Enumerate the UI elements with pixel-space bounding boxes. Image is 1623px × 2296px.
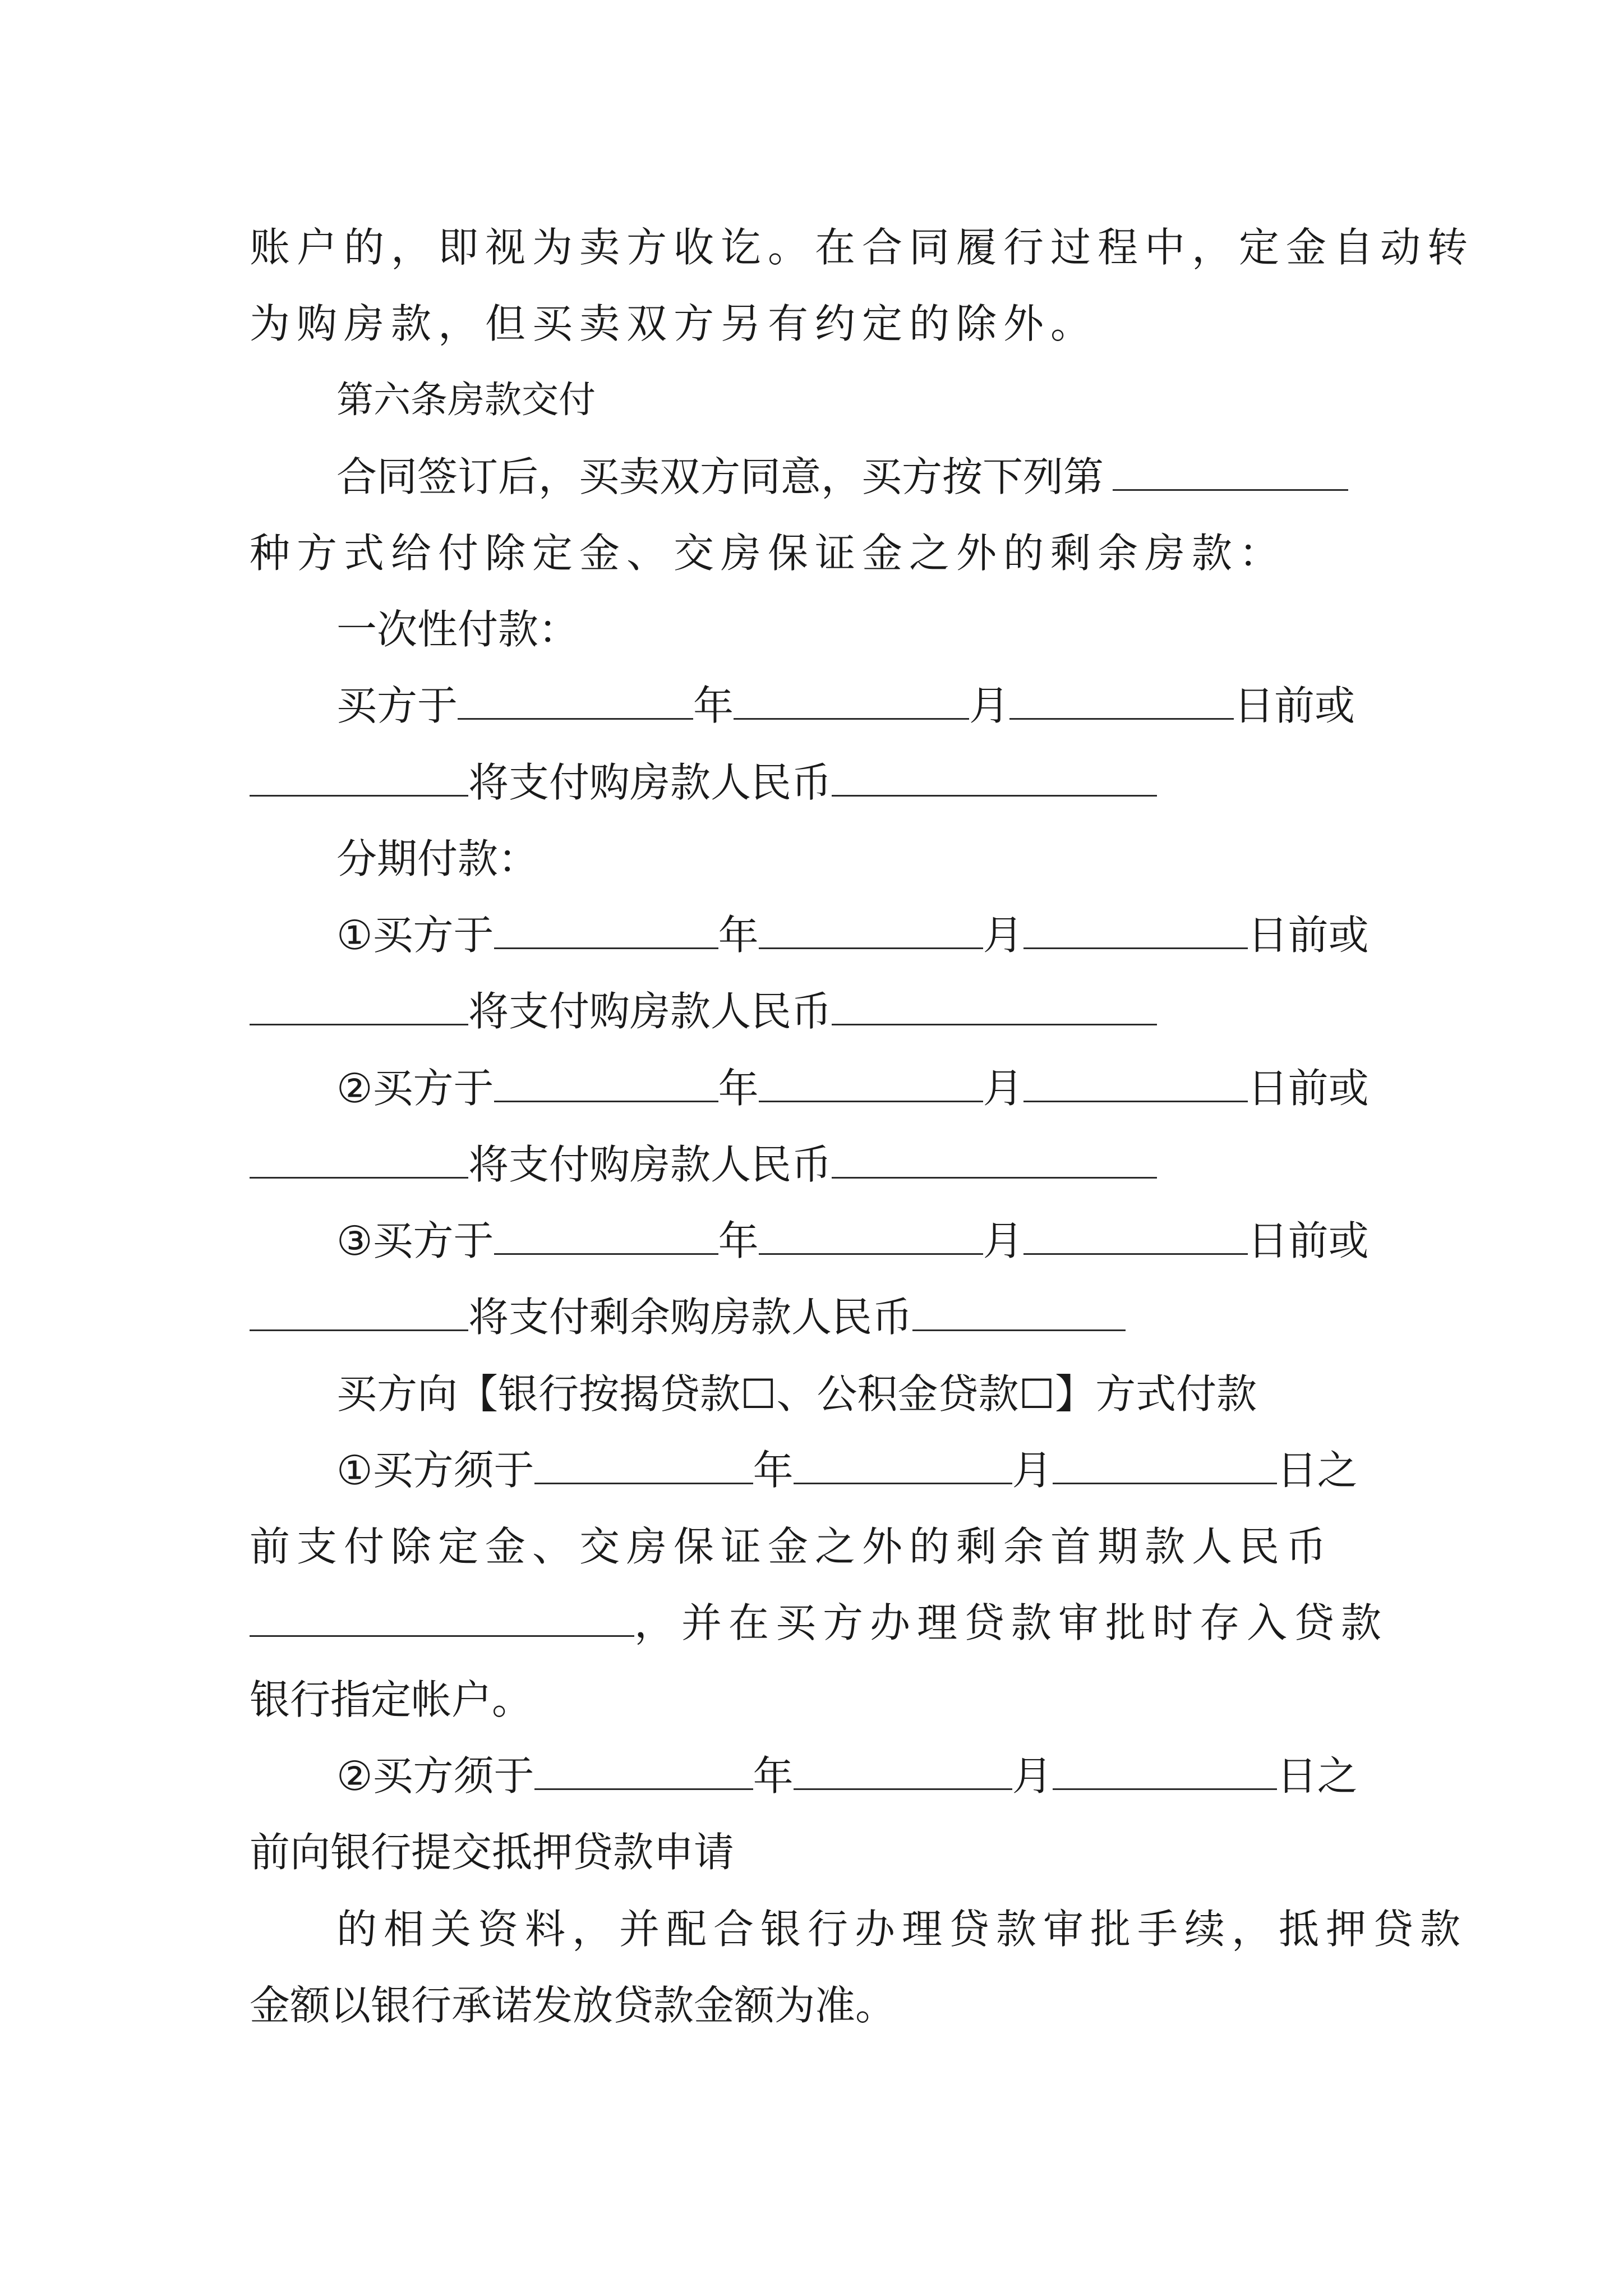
date-blank[interactable] — [250, 988, 468, 1025]
month-blank[interactable] — [794, 1752, 1012, 1790]
day-blank[interactable] — [1023, 912, 1248, 949]
subheading: 分期付款： — [336, 835, 539, 882]
day-blank[interactable] — [1023, 1065, 1248, 1102]
paragraph-line: 的相关资料，并配合银行办理贷款审批手续，抵押贷款 — [336, 1906, 1468, 1953]
date-line: 买方于 年 月 日前或 — [336, 682, 1355, 729]
year-blank[interactable] — [534, 1447, 753, 1484]
amount-line: 将支付购房款人民币 — [250, 1126, 1388, 1203]
year-blank[interactable] — [534, 1752, 753, 1790]
day-blank[interactable] — [1053, 1752, 1277, 1790]
loan-method-line: 买方向【银行按揭贷款☐、公积金贷款☐】方式付款 — [336, 1370, 1257, 1418]
amount-blank[interactable] — [912, 1294, 1126, 1331]
month-blank[interactable] — [759, 1065, 983, 1102]
month-blank[interactable] — [759, 1217, 983, 1255]
paragraph-line: 账户的，即视为卖方收讫。在合同履行过程中，定金自动转 — [250, 224, 1475, 271]
date-blank[interactable] — [250, 1141, 468, 1179]
date-line: ① 买方须于 年 月 日之 — [336, 1447, 1358, 1494]
date-blank[interactable] — [250, 759, 468, 797]
paragraph-line: 前向银行提交抵押贷款申请 — [250, 1829, 735, 1876]
paragraph-line: ，并在买方办理贷款审批时存入贷款 — [250, 1585, 1388, 1661]
fill-blank[interactable] — [1113, 453, 1348, 491]
amount-blank[interactable] — [832, 1141, 1157, 1179]
paragraph-line: 合同签订后，买卖双方同意，买方按下列第 — [336, 439, 1388, 515]
day-blank[interactable] — [1023, 1217, 1248, 1255]
amount-blank[interactable] — [832, 759, 1157, 797]
date-line: ③ 买方于 年 月 日前或 — [336, 1217, 1369, 1264]
amount-blank[interactable] — [832, 988, 1157, 1025]
date-blank[interactable] — [250, 1294, 468, 1331]
year-blank[interactable] — [494, 1065, 718, 1102]
amount-line: 将支付购房款人民币 — [250, 744, 1388, 821]
paragraph-line: 金额以银行承诺发放贷款金额为准。 — [250, 1982, 896, 2029]
paragraph-line: 种方式给付除定金、交房保证金之外的剩余房款： — [250, 530, 1287, 577]
month-blank[interactable] — [734, 682, 969, 720]
year-blank[interactable] — [494, 1217, 718, 1255]
day-blank[interactable] — [1009, 682, 1234, 720]
section-heading: 第六条房款交付 — [336, 378, 596, 421]
amount-line: 将支付购房款人民币 — [250, 973, 1388, 1050]
paragraph-line: 银行指定帐户。 — [250, 1676, 533, 1723]
month-blank[interactable] — [759, 912, 983, 949]
date-line: ② 买方须于 年 月 日之 — [336, 1752, 1358, 1800]
year-blank[interactable] — [494, 912, 718, 949]
amount-line: 将支付剩余购房款人民币 — [250, 1279, 1388, 1355]
paragraph-line: 前支付除定金、交房保证金之外的剩余首期款人民币 — [250, 1523, 1334, 1570]
amount-blank[interactable] — [250, 1599, 634, 1637]
subheading: 一次性付款： — [336, 606, 579, 653]
month-blank[interactable] — [794, 1447, 1012, 1484]
date-line: ② 买方于 年 月 日前或 — [336, 1065, 1369, 1112]
day-blank[interactable] — [1053, 1447, 1277, 1484]
paragraph-line: 为购房款，但买卖双方另有约定的除外。 — [250, 300, 1098, 347]
year-blank[interactable] — [458, 682, 693, 720]
date-line: ① 买方于 年 月 日前或 — [336, 912, 1369, 959]
